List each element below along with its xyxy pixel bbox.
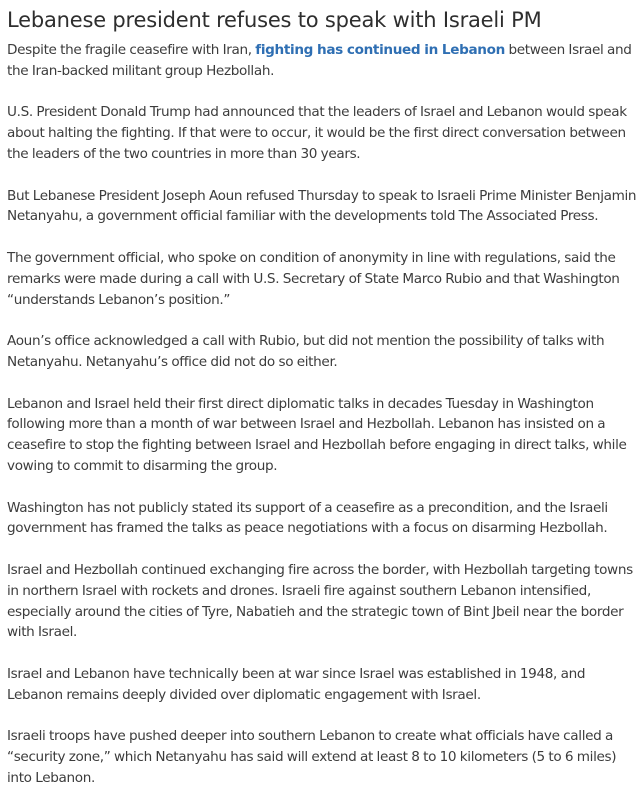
paragraph-1 xyxy=(7,40,638,82)
paragraph-4: The government official, who spoke on condition of anonymity in line with regulations, said the remarks were made during a call with U.S. Secretary of State Marco Rubio and that Washington “understands Lebanon’s position.” xyxy=(7,249,620,308)
fighting-continued-link[interactable]: fighting has continued in Lebanon xyxy=(255,42,505,58)
paragraph-5: Aoun’s office acknowledged a call with Rubio, but did not mention the possibility of talks with Netanyahu. Netanyahu’s office did not do so either. xyxy=(7,333,605,370)
paragraph-3: But Lebanese President Joseph Aoun refused Thursday to speak to Israeli Prime Minister Benjamin Netanyahu, a government official familiar with the developments told The Associated Press. xyxy=(7,187,637,225)
paragraph-8: Israel and Hezbollah continued exchanging fire across the border, with Hezbollah targeting towns in northern Israel with rockets and drones. Israeli fire against southern Lebanon intensified, especially around the cities of Tyre, Nabatieh and the strategic town of Bint Jbeil near the border with Israel. xyxy=(7,561,633,641)
paragraph-9: Israel and Lebanon have technically been at war since Israel was established in 1948, and Lebanon remains deeply divided over diplomatic engagement with Israel. xyxy=(7,665,586,703)
paragraph-7: Washington has not publicly stated its support of a ceasefire as a precondition, and the Israeli government has framed the talks as peace negotiations with a focus on disarming Hezbollah. xyxy=(7,499,608,537)
paragraph-6: Lebanon and Israel held their first direct diplomatic talks in decades Tuesday in Washington following more than a month of war between Israel and Hezbollah. Lebanon has insisted on a ceasefire to stop the fighting between Israel and Hezbollah before engaging in direct talks, while vowing to commit to disarming the group. xyxy=(7,395,627,474)
article-headline: Lebanese president refuses to speak with Israeli PM xyxy=(7,8,542,32)
paragraph-1-text-before: Despite the fragile ceasefire with Iran, xyxy=(7,42,256,58)
paragraph-2: U.S. President Donald Trump had announced that the leaders of Israel and Lebanon would speak about halting the fighting. If that were to occur, it would be the first direct conversation between the leaders of the two countries in more than 30 years. xyxy=(7,104,627,162)
paragraph-1-text-after: between Israel and the Iran-backed militant group Hezbollah. xyxy=(7,42,632,79)
paragraph-10: Israeli troops have pushed deeper into southern Lebanon to create what officials have called a “security zone,” which Netanyahu has said will extend at least 8 to 10 kilometers (5 to 6 miles) into Lebanon. xyxy=(7,728,617,786)
